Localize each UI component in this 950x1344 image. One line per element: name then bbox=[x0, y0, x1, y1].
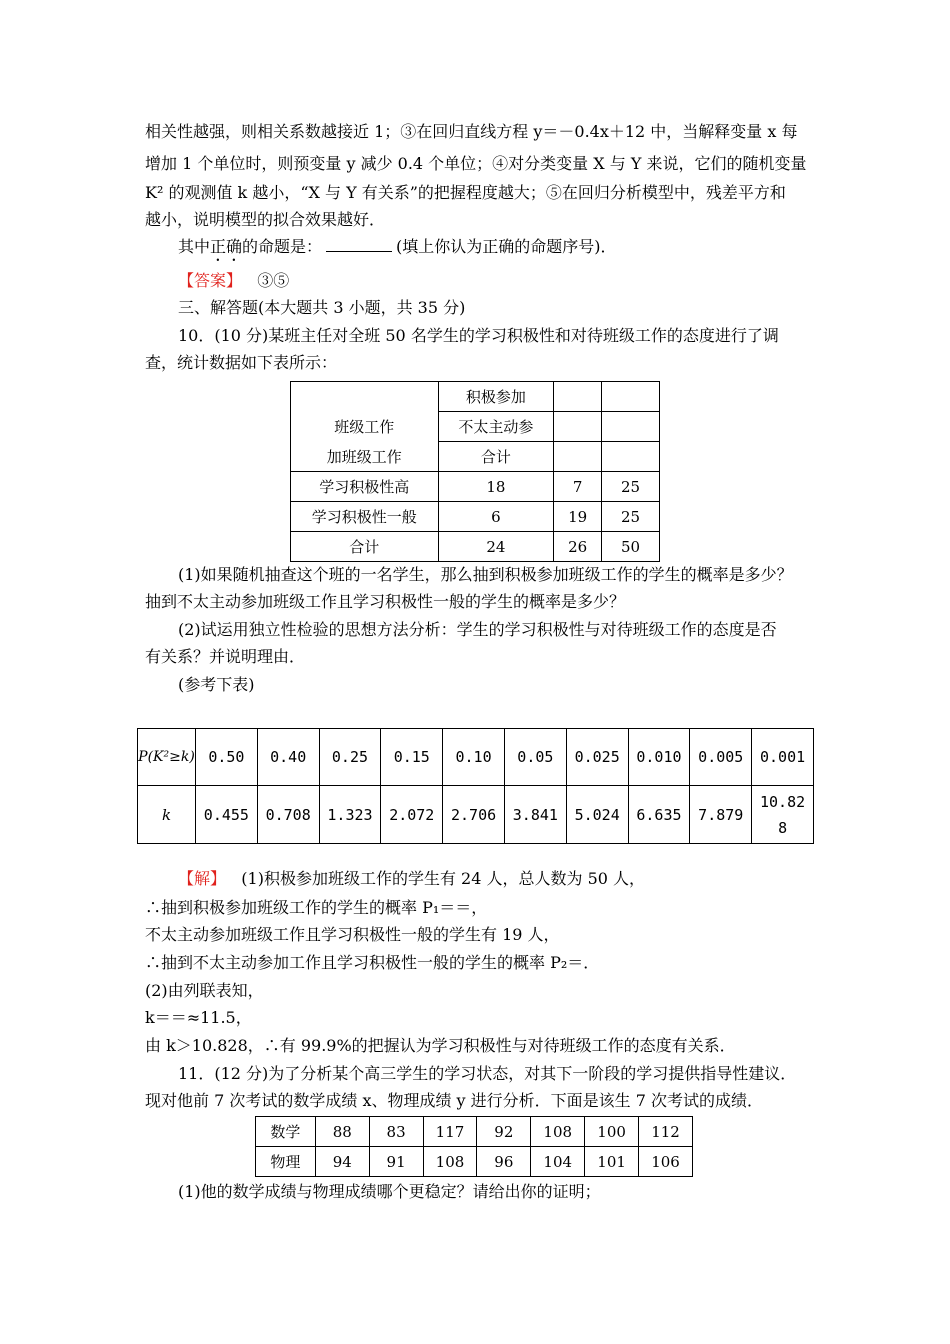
answer-value: ③⑤ bbox=[257, 271, 290, 290]
solution-line: 由 k＞10.828，∴有 99.9%的把握认为学习积极性与对待班级工作的态度有关系． bbox=[145, 1036, 736, 1055]
phys-score: 91 bbox=[369, 1147, 423, 1177]
table-cell bbox=[602, 412, 660, 442]
row-label: 数学 bbox=[256, 1117, 316, 1147]
text-line: 现对他前 7 次考试的数学成绩 x、物理成绩 y 进行分析．下面是该生 7 次考试的成绩． bbox=[145, 1091, 764, 1110]
fill-blank-question: 其中正确的命题是： (填上你认为正确的命题序号)． bbox=[178, 237, 617, 256]
table-cell: 50 bbox=[602, 532, 660, 562]
table-row bbox=[291, 472, 660, 502]
answer-blank bbox=[326, 237, 392, 252]
table-row bbox=[291, 442, 660, 472]
table-cell: 班级工作 bbox=[291, 412, 439, 442]
table-cell: 合计 bbox=[438, 442, 554, 472]
table-cell: 19 bbox=[554, 502, 602, 532]
prob-cell: 0.001 bbox=[752, 729, 814, 786]
solution-line: k＝＝≈11.5， bbox=[145, 1008, 252, 1027]
contingency-table bbox=[290, 381, 660, 562]
prob-header: P(K²≥k) bbox=[138, 729, 196, 786]
text-line: 查，统计数据如下表所示： bbox=[145, 353, 338, 372]
prob-cell: 0.010 bbox=[628, 729, 690, 786]
table-row bbox=[291, 412, 660, 442]
phys-score: 96 bbox=[477, 1147, 531, 1177]
text-line: 增加 1 个单位时，则预变量 y 减少 0.4 个单位；④对分类变量 X 与 Y 来说，它们的随机变量 bbox=[145, 154, 807, 173]
table-cell: 6 bbox=[438, 502, 554, 532]
table-cell bbox=[291, 382, 439, 412]
table-row bbox=[291, 382, 660, 412]
k-cell: 0.708 bbox=[257, 786, 319, 844]
text-line: (参考下表) bbox=[178, 675, 255, 694]
table-cell bbox=[602, 442, 660, 472]
k-cell: 3.841 bbox=[504, 786, 566, 844]
table-cell: 积极参加 bbox=[438, 382, 554, 412]
k-header: k bbox=[138, 786, 196, 844]
k-cell: 5.024 bbox=[566, 786, 628, 844]
text-line: 有关系？并说明理由． bbox=[145, 647, 306, 666]
table-cell: 加班级工作 bbox=[291, 442, 439, 472]
text-line: 抽到不太主动参加班级工作且学习积极性一般的学生的概率是多少？ bbox=[145, 592, 626, 611]
k-cell: 10.828 bbox=[752, 786, 814, 844]
table-cell bbox=[554, 382, 602, 412]
prob-cell: 0.15 bbox=[381, 729, 443, 786]
table-cell: 25 bbox=[602, 472, 660, 502]
table-cell: 学习积极性一般 bbox=[291, 502, 439, 532]
text-line: (1)如果随机抽查这个班的一名学生，那么抽到积极参加班级工作的学生的概率是多少？ bbox=[178, 565, 793, 584]
table-cell: 合计 bbox=[291, 532, 439, 562]
row-label: 物理 bbox=[256, 1147, 316, 1177]
math-score: 88 bbox=[315, 1117, 369, 1147]
table-cell bbox=[554, 412, 602, 442]
table-cell: 25 bbox=[602, 502, 660, 532]
solution-line: ∴抽到积极参加班级工作的学生的概率 P₁＝＝， bbox=[145, 898, 488, 917]
solution-line: ∴抽到不太主动参加工作且学习积极性一般的学生的概率 P₂＝． bbox=[145, 953, 600, 972]
table-cell: 不太主动参 bbox=[438, 412, 554, 442]
prob-cell: 0.25 bbox=[319, 729, 381, 786]
k-cell: 7.879 bbox=[690, 786, 752, 844]
prob-cell: 0.05 bbox=[504, 729, 566, 786]
math-score: 92 bbox=[477, 1117, 531, 1147]
prob-cell: 0.005 bbox=[690, 729, 752, 786]
math-score: 83 bbox=[369, 1117, 423, 1147]
table-cell: 18 bbox=[438, 472, 554, 502]
answer-label: 【答案】 bbox=[178, 271, 243, 290]
critical-value-table bbox=[137, 728, 814, 844]
prob-cell: 0.50 bbox=[195, 729, 257, 786]
text-line: 11．(12 分)为了分析某个高三学生的学习状态，对其下一阶段的学习提供指导性建议． bbox=[178, 1064, 797, 1083]
k-cell: 2.072 bbox=[381, 786, 443, 844]
table-cell: 26 bbox=[554, 532, 602, 562]
text-line: (1)他的数学成绩与物理成绩哪个更稳定？请给出你的证明； bbox=[178, 1182, 601, 1201]
phys-score: 101 bbox=[585, 1147, 639, 1177]
phys-score: 94 bbox=[315, 1147, 369, 1177]
table-cell: 学习积极性高 bbox=[291, 472, 439, 502]
k-cell: 1.323 bbox=[319, 786, 381, 844]
table-cell bbox=[554, 442, 602, 472]
phys-score: 108 bbox=[423, 1147, 477, 1177]
solution-line: (2)由列联表知， bbox=[145, 981, 264, 1000]
k-cell: 6.635 bbox=[628, 786, 690, 844]
k-cell: 0.455 bbox=[195, 786, 257, 844]
math-score: 100 bbox=[585, 1117, 639, 1147]
table-row bbox=[291, 532, 660, 562]
solution-line: 【解】 (1)积极参加班级工作的学生有 24 人，总人数为 50 人， bbox=[178, 869, 646, 888]
k-cell: 2.706 bbox=[443, 786, 505, 844]
solution-line: 不太主动参加班级工作且学习积极性一般的学生有 19 人， bbox=[145, 925, 560, 944]
text-line: 10．(10 分)某班主任对全班 50 名学生的学习积极性和对待班级工作的态度进行了调 bbox=[178, 326, 779, 345]
table-row bbox=[291, 502, 660, 532]
scores-table bbox=[255, 1116, 693, 1177]
prob-cell: 0.025 bbox=[566, 729, 628, 786]
math-score: 108 bbox=[531, 1117, 585, 1147]
phys-score: 106 bbox=[639, 1147, 693, 1177]
text-line: 越小，说明模型的拟合效果越好． bbox=[145, 210, 386, 229]
phys-score: 104 bbox=[531, 1147, 585, 1177]
text-line: (2)试运用独立性检验的思想方法分析：学生的学习积极性与对待班级工作的态度是否 bbox=[178, 620, 777, 639]
table-cell: 24 bbox=[438, 532, 554, 562]
math-score: 112 bbox=[639, 1117, 693, 1147]
math-score: 117 bbox=[423, 1117, 477, 1147]
section-heading: 三、解答题(本大题共 3 小题，共 35 分) bbox=[178, 298, 466, 317]
table-cell: 7 bbox=[554, 472, 602, 502]
prob-cell: 0.40 bbox=[257, 729, 319, 786]
table-cell bbox=[602, 382, 660, 412]
solution-label: 【解】 bbox=[178, 869, 227, 888]
answer-line bbox=[178, 271, 825, 291]
prob-cell: 0.10 bbox=[443, 729, 505, 786]
text-line: K² 的观测值 k 越小，“X 与 Y 有关系”的把握程度越大；⑤在回归分析模型中，残差平方和 bbox=[145, 183, 786, 202]
text-line: 相关性越强，则相关系数越接近 1；③在回归直线方程 y＝－0.4x＋12 中，当解释变量 x 每 bbox=[145, 122, 798, 141]
